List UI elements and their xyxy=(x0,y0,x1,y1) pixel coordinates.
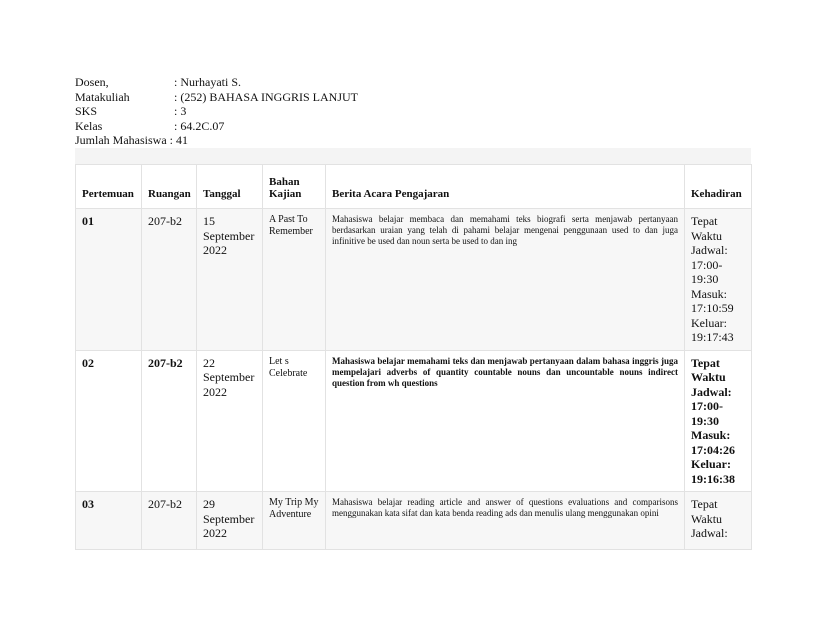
kehadiran-line: Tepat xyxy=(691,355,720,370)
col-header-pertemuan: Pertemuan xyxy=(76,165,142,209)
ruangan-cell: 207-b2 xyxy=(142,209,197,351)
sks-label: SKS xyxy=(75,104,98,118)
ruangan-cell: 207-b2 xyxy=(142,492,197,550)
berita-acara-cell: Mahasiswa belajar membaca dan memahami teks biografi serta menjawab pertanyaan berdasarkan uraian yang telah di pahami belajar mengenai penggunaan used to dan juga infinitive be used dan noun serta be used to dan ing xyxy=(326,209,685,351)
table-row xyxy=(76,350,752,492)
kehadiran-line: Keluar: xyxy=(691,457,731,471)
attendance-table-wrap xyxy=(75,148,751,550)
jumlah-row xyxy=(75,133,358,148)
table-top-bar xyxy=(75,148,751,164)
jumlah-value: : 41 xyxy=(169,133,188,147)
kehadiran-line: 17:10:59 xyxy=(691,301,734,315)
kehadiran-cell xyxy=(685,350,752,492)
kehadiran-line: Masuk: xyxy=(691,286,727,301)
matakuliah-label: Matakuliah xyxy=(75,89,130,104)
sks-value: : 3 xyxy=(174,104,187,118)
matakuliah-row xyxy=(75,90,358,105)
kehadiran-line: 17:00- xyxy=(691,399,723,413)
pertemuan-cell: 02 xyxy=(76,350,142,492)
kehadiran-line: 19:30 xyxy=(691,272,719,286)
kehadiran-line: 19:16:38 xyxy=(691,471,735,486)
kehadiran-line: Waktu xyxy=(691,511,723,526)
kehadiran-line: 19:30 xyxy=(691,413,719,428)
col-header-ruangan: Ruangan xyxy=(142,165,197,209)
attendance-table xyxy=(75,164,752,550)
kelas-label: Kelas xyxy=(75,118,103,133)
kehadiran-line: Waktu xyxy=(691,228,723,243)
col-header-tanggal: Tanggal xyxy=(197,165,263,209)
tanggal-cell: 15 September 2022 xyxy=(197,209,263,351)
pertemuan-cell: 01 xyxy=(76,209,142,351)
berita-acara-cell: Mahasiswa belajar memahami teks dan menjawab pertanyaan dalam bahasa inggris juga mempelajari adverbs of quantity countable nouns dan uncountable nouns indirect question from wh questions xyxy=(326,350,685,492)
kehadiran-line: Masuk: xyxy=(691,428,731,442)
kehadiran-line: Jadwal: xyxy=(691,243,728,257)
table-header-row xyxy=(76,165,752,209)
tanggal-cell: 29 September 2022 xyxy=(197,492,263,550)
kehadiran-line: Keluar: xyxy=(691,315,727,330)
kehadiran-line: 17:04:26 xyxy=(691,442,735,457)
bahan-kajian-cell: My Trip My Adventure xyxy=(263,492,326,550)
kehadiran-line: Jadwal: xyxy=(691,384,732,399)
dosen-label: Dosen, xyxy=(75,75,109,89)
bahan-kajian-cell: A Past To Remember xyxy=(263,209,326,351)
col-header-berita-acara: Berita Acara Pengajaran xyxy=(326,165,685,209)
kehadiran-line: 17:00- xyxy=(691,257,723,272)
course-info-header xyxy=(75,75,358,148)
bahan-kajian-cell: Let s Celebrate xyxy=(263,350,326,492)
col-header-bahan-kajian: Bahan Kajian xyxy=(263,165,326,209)
table-row xyxy=(76,209,752,351)
sks-row xyxy=(75,104,358,119)
pertemuan-cell: 03 xyxy=(76,492,142,550)
jumlah-label: Jumlah Mahasiswa xyxy=(75,133,167,147)
kehadiran-line: Jadwal: xyxy=(691,526,728,540)
kehadiran-cell xyxy=(685,492,752,550)
kehadiran-cell xyxy=(685,209,752,351)
kehadiran-line: Tepat xyxy=(691,214,718,228)
matakuliah-value: : (252) BAHASA INGGRIS LANJUT xyxy=(174,89,359,104)
kelas-row xyxy=(75,119,358,134)
ruangan-cell: 207-b2 xyxy=(142,350,197,492)
dosen-value: : Nurhayati S. xyxy=(174,75,241,89)
kelas-value: : 64.2C.07 xyxy=(174,118,225,133)
berita-acara-cell: Mahasiswa belajar reading article and answer of questions evaluations and comparisons menggunakan kata sifat dan kata benda reading ads dan menulis ulang menggunakan opini xyxy=(326,492,685,550)
kehadiran-line: Waktu xyxy=(691,370,726,384)
col-header-kehadiran: Kehadiran xyxy=(685,165,752,209)
table-row xyxy=(76,492,752,550)
kehadiran-line: Tepat xyxy=(691,497,718,511)
kehadiran-line: 19:17:43 xyxy=(691,330,734,344)
dosen-row xyxy=(75,75,358,90)
tanggal-cell: 22 September 2022 xyxy=(197,350,263,492)
